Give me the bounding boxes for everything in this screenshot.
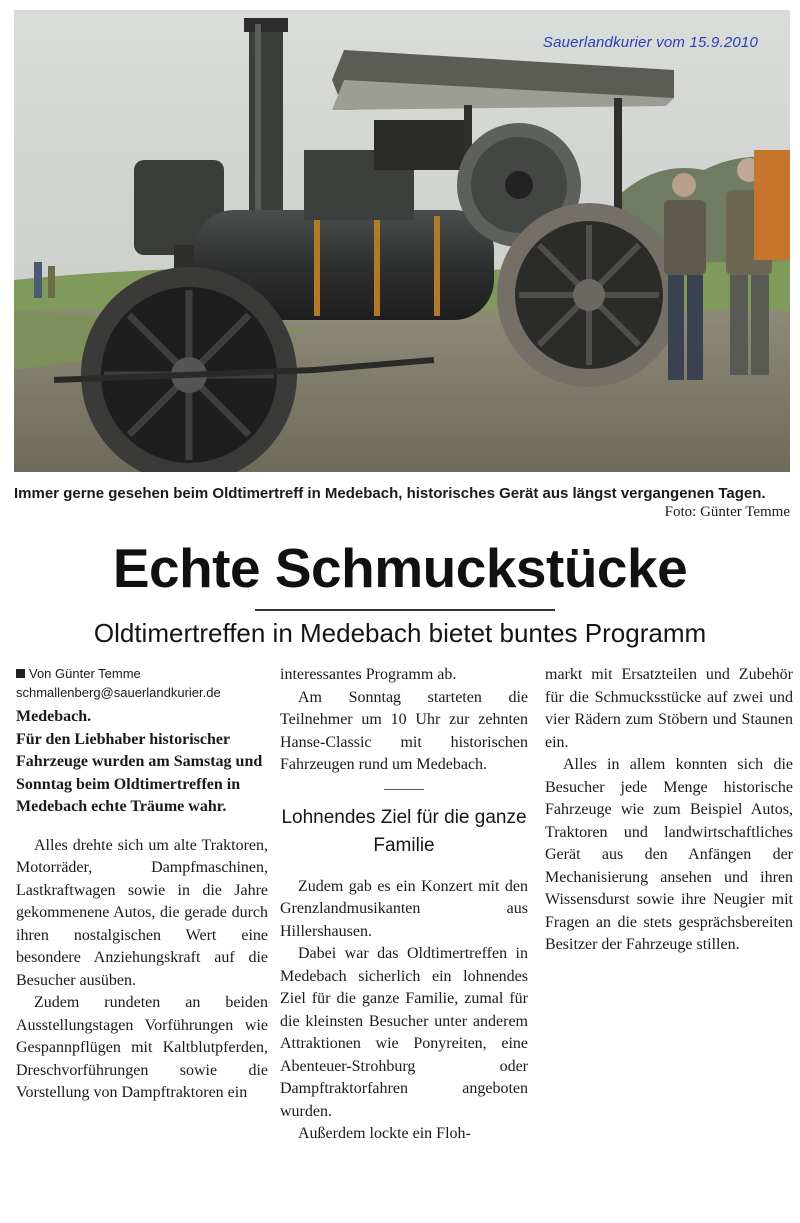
paragraph: Außerdem lockte ein Floh- xyxy=(298,1125,471,1142)
paragraph: Zudem gab es ein Konzert mit den Grenzlandmusikanten aus Hillershausen. xyxy=(280,877,528,940)
steam-roller-photo xyxy=(14,10,790,472)
subheadline: Oldtimertreffen in Medebach bietet buntes Programm xyxy=(93,618,707,648)
lead-text: Für den Liebhaber historischer Fahrzeuge wurden am Samstag und Sonntag beim Oldtimertreffen in Medebach echte Träume wahr. xyxy=(16,730,263,815)
paragraph: Am Sonntag starteten die Teilnehmer um 10 Uhr zur zehnten Hanse-Classic mit historischen Fahrzeugen rund um Medebach. xyxy=(280,688,528,773)
paragraph: Alles drehte sich um alte Traktoren, Motorräder, Dampfmaschinen, Lastkraftwagen sowie in die Jahre gekommenene Autos, die gerade durch ihren nostalgischen Wert eine besondere Anziehungskraft auf die Besucher ausüben. xyxy=(16,836,268,989)
byline-email: schmallenberg@sauerlandkurier.de xyxy=(16,685,221,700)
article-photo xyxy=(14,10,790,472)
byline-author: Von Günter Temme xyxy=(29,666,141,681)
column-2 xyxy=(280,664,528,1146)
paragraph: interessantes Programm ab. xyxy=(280,666,457,683)
column-3 xyxy=(545,664,793,957)
photo-caption: Immer gerne gesehen beim Oldtimertreff in Medebach, historisches Gerät aus längst vergangenen Tagen. xyxy=(14,485,766,502)
intertitle-divider xyxy=(384,789,424,790)
column-1 xyxy=(16,664,268,1105)
bullet-square-icon xyxy=(16,669,25,678)
headline-divider xyxy=(255,609,555,611)
intertitle: Lohnendes Ziel für die ganze Familie xyxy=(281,806,527,856)
headline: Echte Schmuckstücke xyxy=(112,537,688,599)
paragraph: markt mit Ersatzteilen und Zubehör für die Schmucksstücke auf zwei und vier Rädern zum Stöbern und Staunen ein. xyxy=(545,666,793,751)
lead-paragraph xyxy=(16,706,268,819)
photo-credit: Foto: Günter Temme xyxy=(664,504,790,520)
source-note: Sauerlandkurier vom 15.9.2010 xyxy=(542,34,758,51)
dateline: Medebach. xyxy=(16,708,92,725)
paragraph: Zudem rundeten an beiden Ausstellungstagen Vorführungen wie Gespannpflügen mit Kaltblutpferden, Dreschvorführungen sowie die Vorstellung von Dampftraktoren ein xyxy=(16,994,268,1101)
paragraph: Alles in allem konnten sich die Besucher jede Menge historische Fahrzeuge wie zum Beispiel Autos, Traktoren und landwirtschaftliches Gerät aus den Anfängen der Mechanisierung ansehen und ihren Wissensdurst sowie ihre Neugier mit Fragen an die stets gesprächsbereiten Besitzer der Fahrzeuge stillen. xyxy=(545,756,793,953)
byline xyxy=(16,664,268,702)
paragraph: Dabei war das Oldtimertreffen in Medebach sicherlich ein lohnendes Ziel für die ganze Familie, zumal für die kleinsten Besucher unter anderem Attraktionen wie Ponyreiten, eine Abenteuer-Strohburg oder Dampftraktorfahren angeboten wurden. xyxy=(280,945,528,1120)
intertitle-block xyxy=(280,789,528,860)
